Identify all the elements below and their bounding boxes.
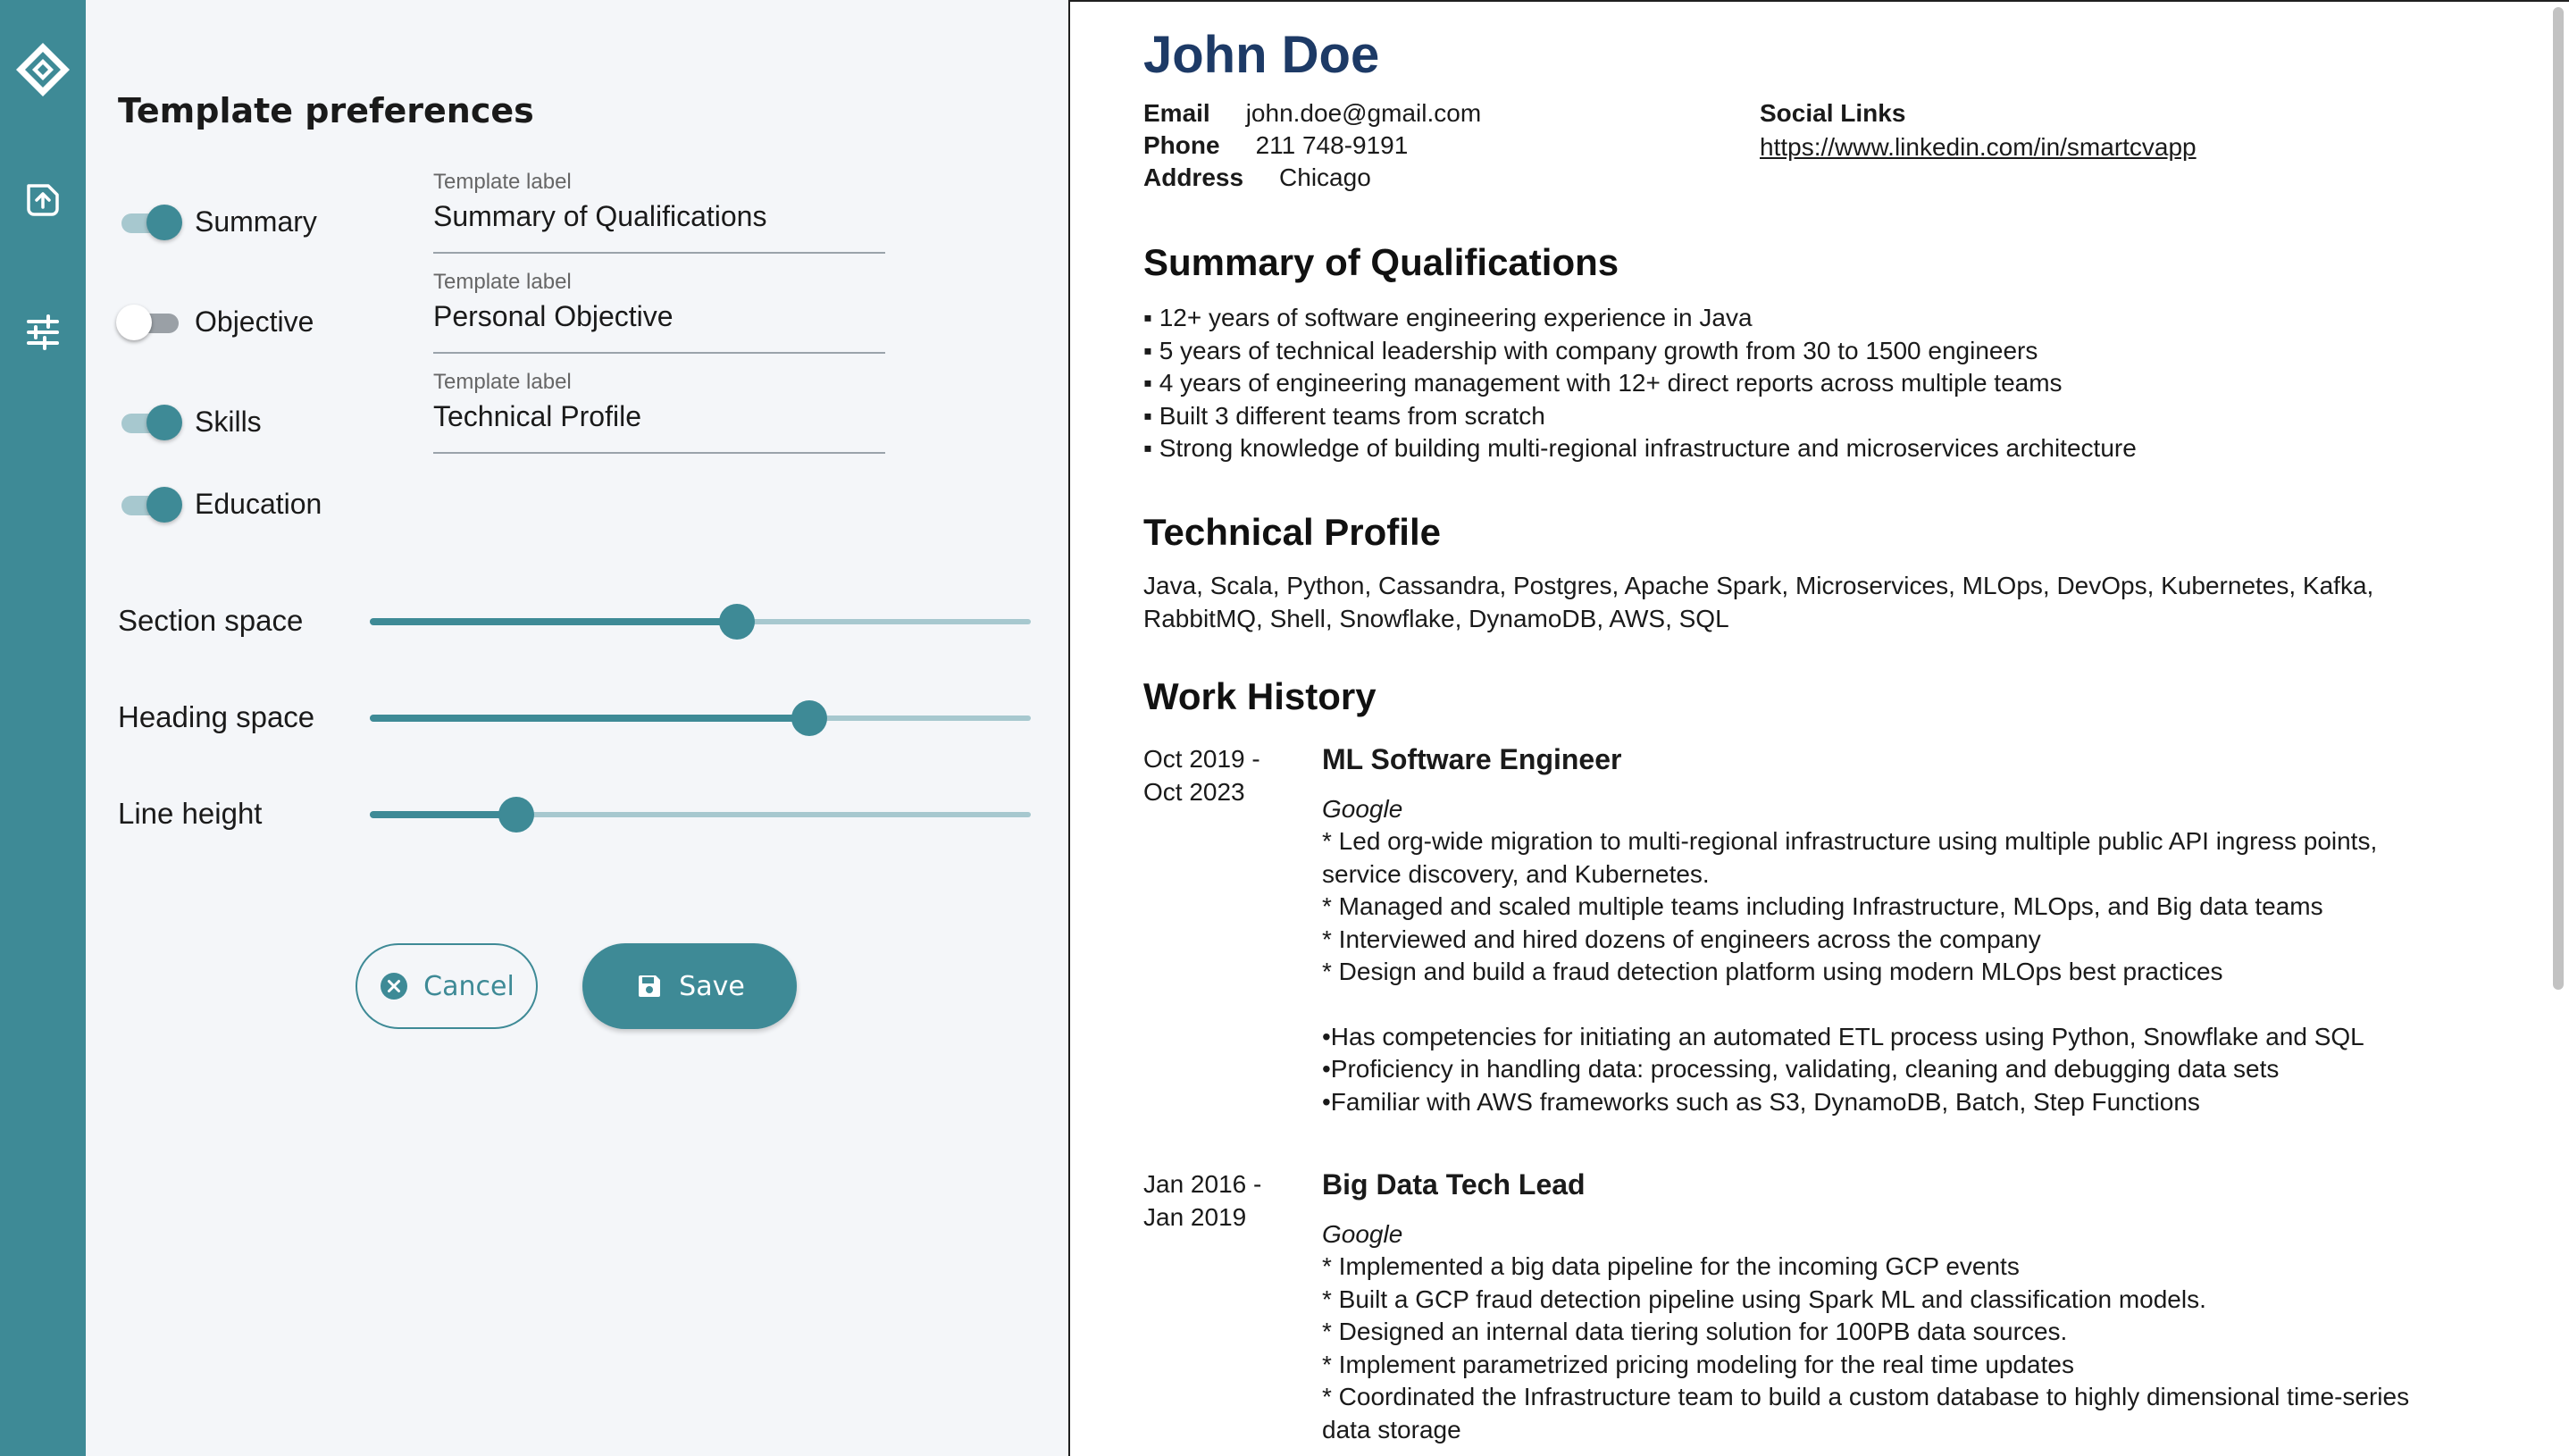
skills-line: RabbitMQ, Shell, Snowflake, DynamoDB, AWS, SQL [1143,604,1729,632]
skills-field-label: Template label [433,370,572,394]
upload-file-icon[interactable] [20,177,66,223]
slider-knob[interactable] [791,700,827,736]
job-date-end: Jan 2019 [1143,1202,1247,1231]
job-line: * Designed an internal data tiering solution for 100PB data sources. [1322,1318,2068,1345]
job-line: •Has competencies for initiating an automated ETL process using Python, Snowflake and SQL [1322,1022,2364,1050]
job-line: * Led org-wide migration to multi-regional infrastructure using multiple public API ingress points, [1322,827,2378,855]
social-label: Social Links [1760,99,1906,127]
job-line: * Implement parametrized pricing modeling for the real time updates [1322,1350,2074,1378]
job-description [1322,825,2483,1118]
section-space-slider[interactable] [370,595,1031,649]
job-line: •Proficiency in handling data: processing, validating, cleaning and debugging data sets [1322,1055,2280,1083]
job-line: service discovery, and Kubernetes. [1322,859,1710,888]
section-space-row [118,595,1038,649]
objective-template-label-field [433,270,885,354]
phone-value: 211 748-9191 [1255,131,1409,159]
linkedin-link[interactable]: https://www.linkedin.com/in/smartcvapp [1760,133,2197,161]
line-height-row [118,788,1038,841]
heading-space-label: Heading space [118,700,315,733]
skills-toggle-label: Skills [195,405,262,438]
skills-heading: Technical Profile [1143,511,1441,553]
slider-fill [370,618,737,625]
panel-title: Template preferences [118,91,534,130]
job-extra [1322,1021,2483,1119]
line-height-label: Line height [118,797,263,830]
template-preferences-panel [86,0,1068,1456]
job-line: * Design and build a fraud detection platform using modern MLOps best practices [1322,958,2223,985]
work-section [1143,675,2483,718]
summary-toggle[interactable] [118,202,182,241]
phone-label: Phone [1143,131,1220,159]
toggle-row-summary [118,195,317,248]
job-date-start: Jan 2016 - [1143,1170,1262,1198]
toggle-row-objective [118,295,314,348]
summary-toggle-label: Summary [195,205,317,238]
section-space-label: Section space [118,604,304,637]
job-body [1322,743,2483,1118]
job-dates [1143,743,1304,808]
tune-sliders-icon[interactable] [20,309,66,356]
summary-list [1143,302,2483,465]
slider-knob[interactable] [498,797,534,833]
skills-line: Java, Scala, Python, Cassandra, Postgres, Apache Spark, Microservices, MLOps, DevOps, Kubernetes, Kafka, [1143,572,2374,599]
list-item: ▪ Built 3 different teams from scratch [1143,401,1545,430]
slider-knob[interactable] [719,604,755,640]
job-dates [1143,1168,1304,1234]
address-label: Address [1143,163,1244,191]
objective-toggle-label: Objective [195,305,314,338]
list-item: ▪ Strong knowledge of building multi-regional infrastructure and microservices architecture [1143,434,2137,462]
line-height-slider[interactable] [370,788,1031,841]
summary-template-label-field [433,170,885,254]
heading-space-row [118,691,1038,745]
job-date-start: Oct 2019 - [1143,745,1260,773]
job-role: Big Data Tech Lead [1322,1168,1586,1201]
job-line: * Managed and scaled multiple teams including Infrastructure, MLOps, and Big data teams [1322,892,2323,920]
objective-field-label: Template label [433,270,572,294]
slider-fill [370,811,516,818]
toggle-row-education [118,477,322,531]
job-company: Google [1322,795,1403,823]
job-role: ML Software Engineer [1322,743,1622,775]
email-line [1143,99,1481,128]
email-value: john.doe@gmail.com [1245,99,1482,127]
save-button[interactable] [582,943,797,1029]
job-line: •Familiar with AWS frameworks such as S3, DynamoDB, Batch, Step Functions [1322,1087,2200,1116]
cv-preview[interactable] [1068,0,2569,1456]
contact-block [1143,99,2483,201]
education-toggle-label: Education [195,487,322,520]
preview-scrollbar[interactable] [2553,7,2564,990]
heading-space-slider[interactable] [370,691,1031,745]
summary-heading: Summary of Qualifications [1143,241,1619,283]
slider-fill [370,715,809,722]
list-item: ▪ 12+ years of software engineering experience in Java [1143,304,1753,331]
cv-document [1143,25,2483,1443]
social-links [1760,99,2197,162]
skills-toggle[interactable] [118,402,182,441]
skills-label-input[interactable] [433,397,885,436]
job-company: Google [1322,1220,1403,1248]
list-item: ▪ 5 years of technical leadership with company growth from 30 to 1500 engineers [1143,336,2038,364]
list-item: ▪ 4 years of engineering management with 12+ direct reports across multiple teams [1143,369,2063,397]
job-line: * Implemented a big data pipeline for the incoming GCP events [1322,1252,2020,1280]
objective-label-input[interactable] [433,297,885,336]
skills-section [1143,511,2483,635]
cv-name: John Doe [1143,26,1380,84]
job-line: * Coordinated the Infrastructure team to build a custom database to highly dimensional time-series [1322,1383,2410,1410]
cancel-label: Cancel [423,970,515,1002]
skills-text [1143,570,2483,635]
job-line: * Interviewed and hired dozens of engineers across the company [1322,925,2041,953]
summary-label-input[interactable] [433,197,885,236]
job-line: data storage [1322,1415,1461,1443]
objective-toggle[interactable] [118,302,182,341]
cancel-button[interactable] [356,943,538,1029]
cancel-circle-icon [379,971,409,1001]
save-label: Save [679,970,745,1002]
job-date-end: Oct 2023 [1143,777,1245,806]
address-value: Chicago [1279,163,1371,191]
floppy-save-icon [634,971,665,1001]
diamond-logo-icon[interactable] [14,41,71,98]
phone-line [1143,131,1408,160]
education-toggle[interactable] [118,484,182,523]
job-body [1322,1168,2483,1446]
job-line: * Built a GCP fraud detection pipeline using Spark ML and classification models. [1322,1284,2206,1313]
summary-field-label: Template label [433,170,572,194]
toggle-row-skills [118,395,262,448]
work-heading: Work History [1143,675,1377,717]
email-label: Email [1143,99,1210,127]
job-description [1322,1251,2483,1446]
skills-template-label-field [433,370,885,454]
summary-section [1143,241,2483,465]
sidebar-rail [0,0,86,1456]
address-line [1143,163,1371,192]
